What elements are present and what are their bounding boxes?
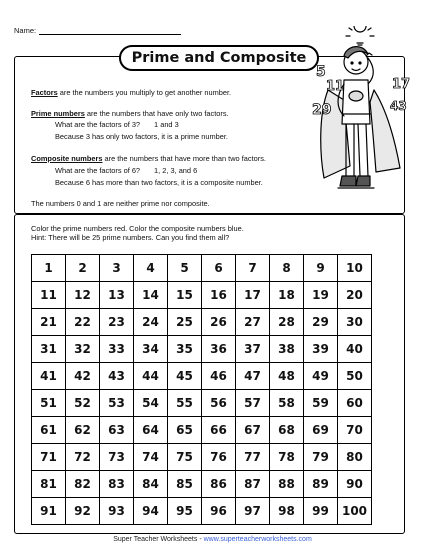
number-cell[interactable]: 46 bbox=[202, 363, 236, 390]
name-row bbox=[14, 26, 181, 35]
number-cell[interactable]: 36 bbox=[202, 336, 236, 363]
number-cell[interactable]: 61 bbox=[32, 417, 66, 444]
neither-note: The numbers 0 and 1 are neither prime nor composite. bbox=[31, 199, 210, 208]
number-cell[interactable]: 76 bbox=[202, 444, 236, 471]
number-cell[interactable]: 52 bbox=[66, 390, 100, 417]
footer-brand: Super Teacher Worksheets bbox=[113, 536, 198, 543]
number-cell[interactable]: 86 bbox=[202, 471, 236, 498]
number-cell[interactable]: 81 bbox=[32, 471, 66, 498]
prime-term: Prime numbers bbox=[31, 109, 85, 118]
number-cell[interactable]: 59 bbox=[304, 390, 338, 417]
instruction-line-1: Color the prime numbers red. Color the composite numbers blue. bbox=[31, 224, 244, 233]
footer-separator: - bbox=[197, 536, 204, 543]
number-cell[interactable]: 47 bbox=[236, 363, 270, 390]
number-cell[interactable]: 51 bbox=[32, 390, 66, 417]
number-cell[interactable]: 67 bbox=[236, 417, 270, 444]
number-cell[interactable]: 92 bbox=[66, 498, 100, 525]
number-cell[interactable]: 89 bbox=[304, 471, 338, 498]
number-cell[interactable]: 55 bbox=[168, 390, 202, 417]
number-cell[interactable]: 18 bbox=[270, 282, 304, 309]
number-cell[interactable]: 95 bbox=[168, 498, 202, 525]
number-cell[interactable]: 34 bbox=[134, 336, 168, 363]
number-cell[interactable]: 13 bbox=[100, 282, 134, 309]
number-cell[interactable]: 37 bbox=[236, 336, 270, 363]
character-number-5: 5 bbox=[316, 64, 326, 80]
number-cell[interactable]: 73 bbox=[100, 444, 134, 471]
number-cell[interactable]: 50 bbox=[338, 363, 372, 390]
number-cell[interactable]: 4 bbox=[134, 255, 168, 282]
composite-definition bbox=[31, 154, 266, 163]
number-cell[interactable]: 74 bbox=[134, 444, 168, 471]
number-cell[interactable]: 80 bbox=[338, 444, 372, 471]
prime-definition bbox=[31, 109, 229, 118]
number-cell[interactable]: 65 bbox=[168, 417, 202, 444]
number-cell[interactable]: 98 bbox=[270, 498, 304, 525]
number-cell[interactable]: 53 bbox=[100, 390, 134, 417]
number-cell[interactable]: 72 bbox=[66, 444, 100, 471]
hundreds-chart-panel bbox=[14, 214, 405, 534]
number-cell[interactable]: 90 bbox=[338, 471, 372, 498]
composite-question bbox=[55, 166, 197, 175]
number-cell[interactable]: 97 bbox=[236, 498, 270, 525]
number-cell[interactable]: 43 bbox=[100, 363, 134, 390]
number-cell[interactable]: 9 bbox=[304, 255, 338, 282]
number-cell[interactable]: 56 bbox=[202, 390, 236, 417]
number-cell[interactable]: 19 bbox=[304, 282, 338, 309]
number-cell[interactable]: 7 bbox=[236, 255, 270, 282]
name-label: Name: bbox=[14, 26, 37, 35]
number-cell[interactable]: 100 bbox=[338, 498, 372, 525]
number-cell[interactable]: 29 bbox=[304, 309, 338, 336]
footer bbox=[0, 536, 425, 543]
character-number-11: 11 bbox=[326, 79, 345, 94]
number-cell[interactable]: 21 bbox=[32, 309, 66, 336]
number-cell[interactable]: 23 bbox=[100, 309, 134, 336]
number-cell[interactable]: 38 bbox=[270, 336, 304, 363]
number-cell[interactable]: 22 bbox=[66, 309, 100, 336]
number-cell[interactable]: 26 bbox=[202, 309, 236, 336]
factors-definition bbox=[31, 88, 231, 97]
number-cell[interactable]: 88 bbox=[270, 471, 304, 498]
hundreds-chart bbox=[31, 254, 372, 525]
number-cell[interactable]: 8 bbox=[270, 255, 304, 282]
number-cell[interactable]: 3 bbox=[100, 255, 134, 282]
number-cell[interactable]: 39 bbox=[304, 336, 338, 363]
composite-question-text: What are the factors of 6? bbox=[55, 166, 141, 175]
number-cell[interactable]: 79 bbox=[304, 444, 338, 471]
number-cell[interactable]: 44 bbox=[134, 363, 168, 390]
number-cell[interactable]: 77 bbox=[236, 444, 270, 471]
character-number-29: 29 bbox=[312, 102, 332, 118]
number-cell[interactable]: 63 bbox=[100, 417, 134, 444]
number-cell[interactable]: 16 bbox=[202, 282, 236, 309]
number-cell[interactable]: 17 bbox=[236, 282, 270, 309]
number-cell[interactable]: 71 bbox=[32, 444, 66, 471]
number-cell[interactable]: 66 bbox=[202, 417, 236, 444]
number-cell[interactable]: 87 bbox=[236, 471, 270, 498]
number-cell[interactable]: 1 bbox=[32, 255, 66, 282]
number-cell[interactable]: 32 bbox=[66, 336, 100, 363]
number-cell[interactable]: 12 bbox=[66, 282, 100, 309]
worksheet-title: Prime and Composite bbox=[119, 45, 319, 71]
composite-because: Because 6 has more than two factors, it is a composite number. bbox=[55, 178, 263, 187]
number-cell[interactable]: 45 bbox=[168, 363, 202, 390]
number-cell[interactable]: 14 bbox=[134, 282, 168, 309]
footer-url-link[interactable]: www.superteacherworksheets.com bbox=[203, 536, 312, 543]
composite-term: Composite numbers bbox=[31, 154, 103, 163]
factors-text: are the numbers you multiply to get another number. bbox=[57, 88, 232, 97]
number-cell[interactable]: 42 bbox=[66, 363, 100, 390]
number-cell[interactable]: 40 bbox=[338, 336, 372, 363]
number-cell[interactable]: 69 bbox=[304, 417, 338, 444]
number-cell[interactable]: 96 bbox=[202, 498, 236, 525]
number-cell[interactable]: 5 bbox=[168, 255, 202, 282]
number-cell[interactable]: 20 bbox=[338, 282, 372, 309]
composite-text: are the numbers that have more than two factors. bbox=[102, 154, 266, 163]
number-cell[interactable]: 28 bbox=[270, 309, 304, 336]
factors-term: Factors bbox=[31, 88, 58, 97]
character-number-43: 43 bbox=[390, 99, 407, 113]
number-cell[interactable]: 35 bbox=[168, 336, 202, 363]
number-cell[interactable]: 41 bbox=[32, 363, 66, 390]
composite-answer: 1, 2, 3, and 6 bbox=[154, 166, 198, 175]
number-cell[interactable]: 33 bbox=[100, 336, 134, 363]
number-cell[interactable]: 31 bbox=[32, 336, 66, 363]
name-line[interactable] bbox=[39, 26, 181, 35]
number-cell[interactable]: 54 bbox=[134, 390, 168, 417]
number-cell[interactable]: 85 bbox=[168, 471, 202, 498]
number-cell[interactable]: 15 bbox=[168, 282, 202, 309]
number-cell[interactable]: 57 bbox=[236, 390, 270, 417]
number-cell[interactable]: 68 bbox=[270, 417, 304, 444]
prime-because: Because 3 has only two factors, it is a prime number. bbox=[55, 132, 228, 141]
character-number-17: 17 bbox=[392, 77, 410, 92]
number-cell[interactable]: 60 bbox=[338, 390, 372, 417]
prime-question bbox=[55, 120, 179, 129]
number-cell[interactable]: 62 bbox=[66, 417, 100, 444]
prime-question-text: What are the factors of 3? bbox=[55, 120, 141, 129]
number-cell[interactable]: 27 bbox=[236, 309, 270, 336]
number-cell[interactable]: 25 bbox=[168, 309, 202, 336]
number-cell[interactable]: 75 bbox=[168, 444, 202, 471]
number-cell[interactable]: 82 bbox=[66, 471, 100, 498]
number-cell[interactable]: 91 bbox=[32, 498, 66, 525]
number-cell[interactable]: 11 bbox=[32, 282, 66, 309]
number-cell[interactable]: 30 bbox=[338, 309, 372, 336]
number-cell[interactable]: 84 bbox=[134, 471, 168, 498]
number-cell[interactable]: 93 bbox=[100, 498, 134, 525]
number-cell[interactable]: 49 bbox=[304, 363, 338, 390]
number-cell[interactable]: 48 bbox=[270, 363, 304, 390]
number-cell[interactable]: 99 bbox=[304, 498, 338, 525]
prime-answer: 1 and 3 bbox=[154, 120, 179, 129]
number-cell[interactable]: 6 bbox=[202, 255, 236, 282]
number-cell[interactable]: 94 bbox=[134, 498, 168, 525]
number-cell[interactable]: 58 bbox=[270, 390, 304, 417]
number-cell[interactable]: 24 bbox=[134, 309, 168, 336]
number-cell[interactable]: 78 bbox=[270, 444, 304, 471]
instruction-line-2: Hint: There will be 25 prime numbers. Can you find them all? bbox=[31, 233, 230, 242]
number-cell[interactable]: 2 bbox=[66, 255, 100, 282]
number-cell[interactable]: 70 bbox=[338, 417, 372, 444]
number-cell[interactable]: 10 bbox=[338, 255, 372, 282]
prime-text: are the numbers that have only two factors. bbox=[84, 109, 229, 118]
superhero-character-illustration bbox=[300, 26, 410, 202]
number-cell[interactable]: 64 bbox=[134, 417, 168, 444]
number-cell[interactable]: 83 bbox=[100, 471, 134, 498]
